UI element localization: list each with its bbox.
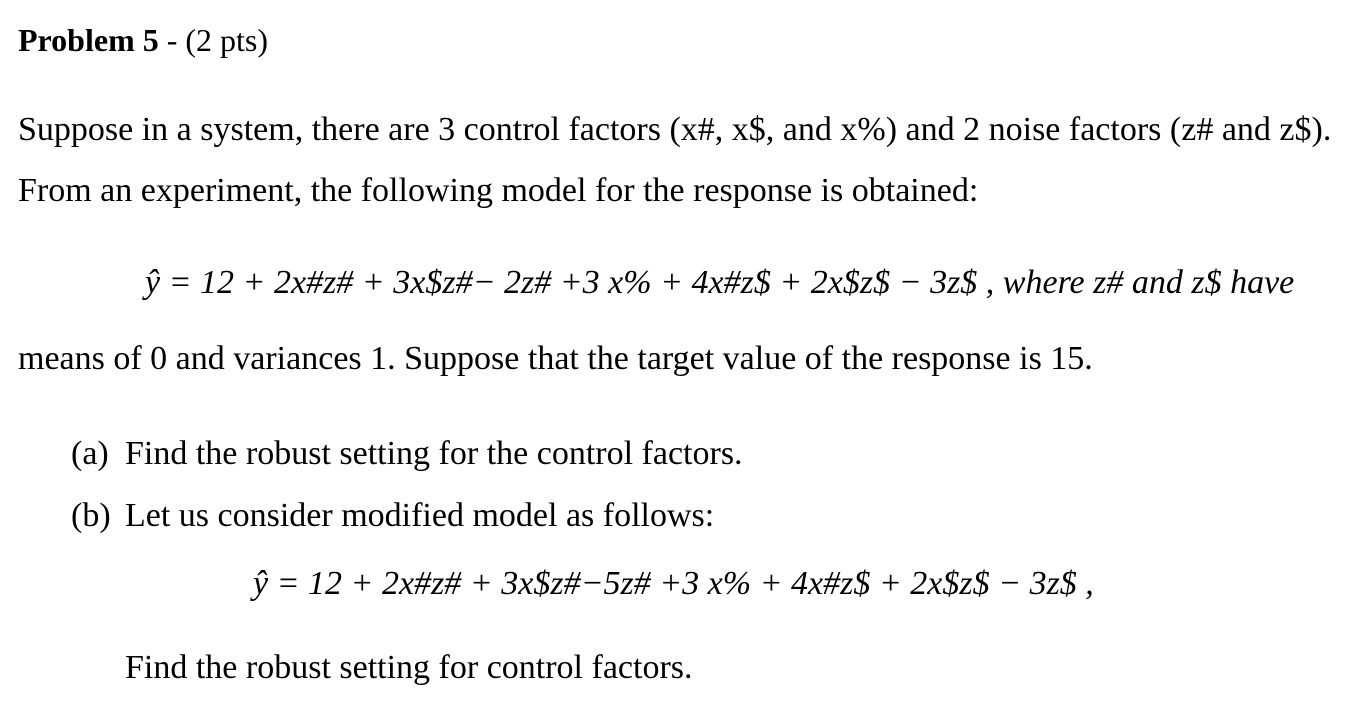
intro-line-1: Suppose in a system, there are 3 control factors (x#, x$, and x%) and 2 noise factors (z# and z$).	[18, 111, 1332, 148]
problem-heading	[18, 20, 268, 60]
model-equation-1: ŷ = 12 + 2x#z# + 3x$z#− 2z# +3 x% + 4x#z$ + 2x$z$ − 3z$ , where z# and z$ have	[145, 264, 1295, 301]
question-a	[71, 434, 743, 474]
question-b-followup: Find the robust setting for control factors.	[125, 649, 693, 686]
model-equation-2: ŷ = 12 + 2x#z# + 3x$z#−5z# +3 x% + 4x#z$ + 2x$z$ − 3z$ ,	[253, 565, 1094, 602]
question-b-text: Let us consider modified model as follows:	[125, 497, 715, 534]
problem-number: Problem 5	[18, 22, 159, 58]
intro-line-2: From an experiment, the following model for the response is obtained:	[18, 172, 979, 209]
continuation-line: means of 0 and variances 1. Suppose that the target value of the response is 15.	[18, 340, 1093, 377]
question-a-label: (a)	[71, 435, 109, 472]
question-b	[71, 496, 714, 536]
question-b-label: (b)	[71, 497, 111, 534]
question-a-text: Find the robust setting for the control factors.	[125, 435, 743, 472]
problem-points: - (2 pts)	[166, 22, 269, 58]
